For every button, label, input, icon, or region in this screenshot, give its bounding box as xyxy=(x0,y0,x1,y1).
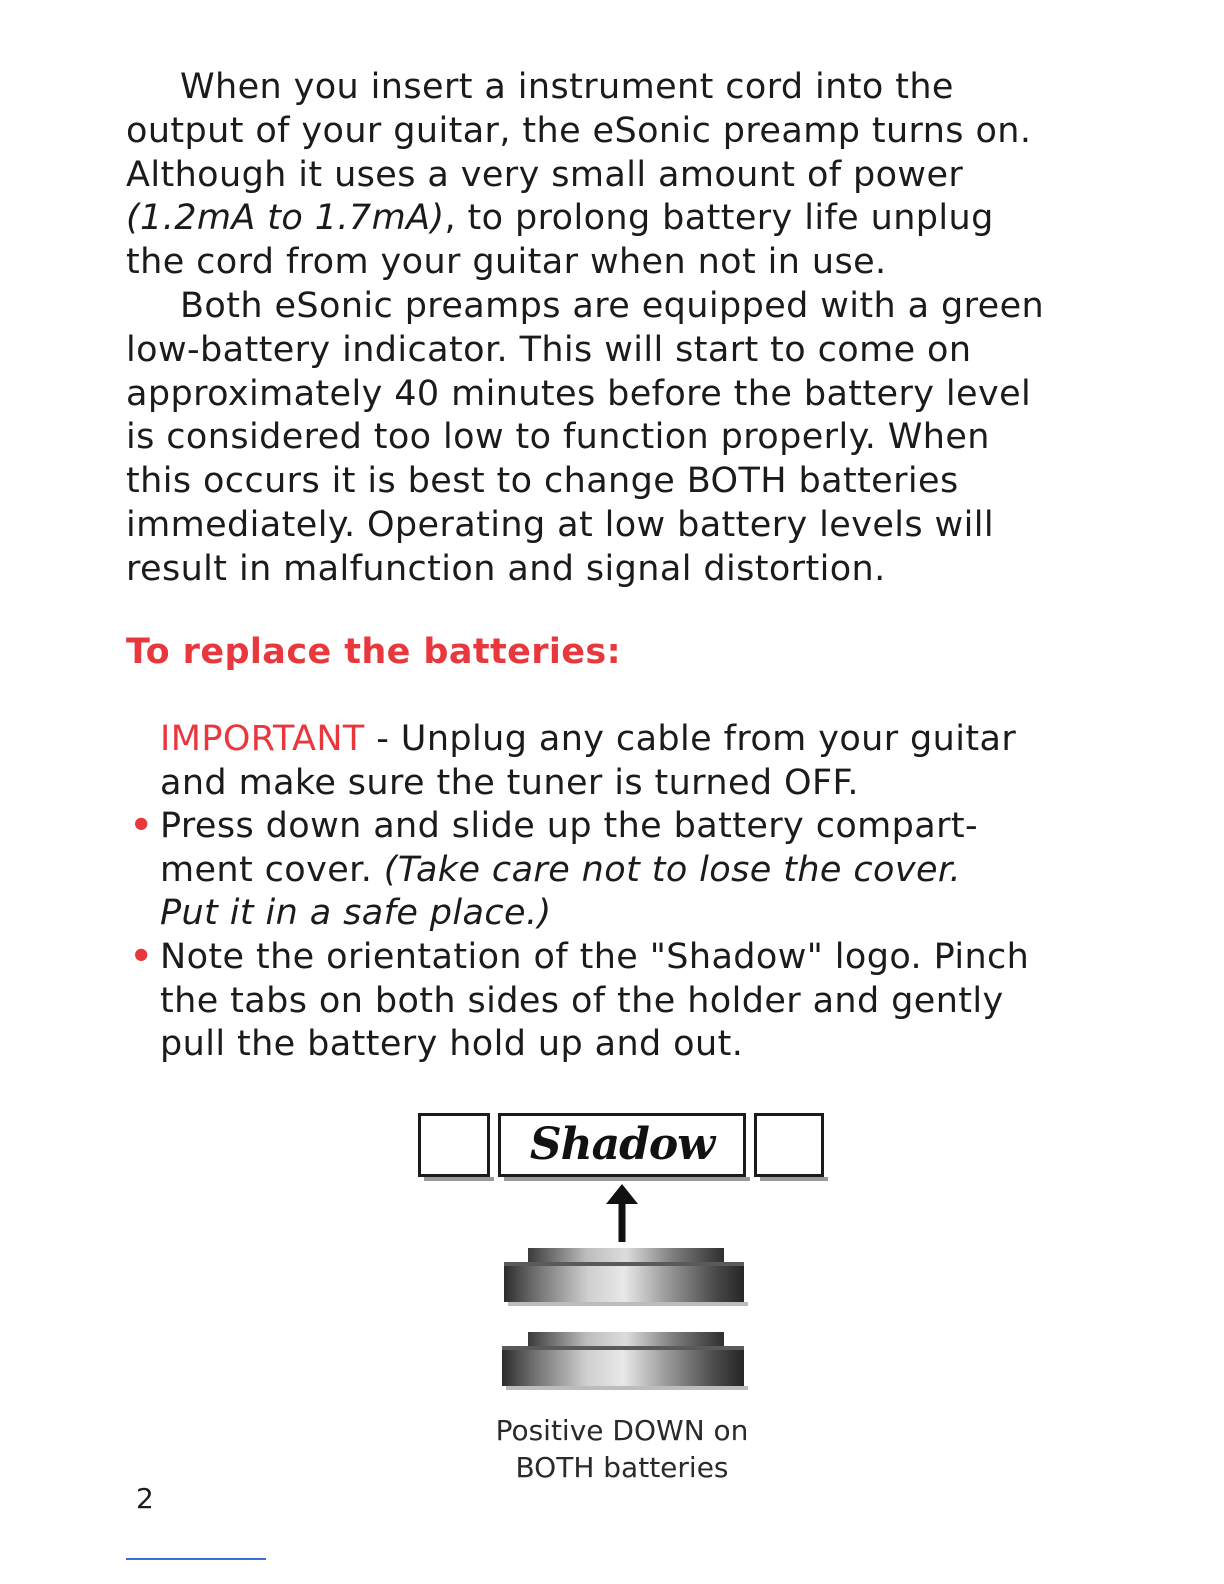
list-item xyxy=(126,805,1126,849)
up-arrow-icon xyxy=(606,1184,638,1242)
list-item-text: Note the orientation of the "Shadow" logo. Pinch xyxy=(160,936,1030,977)
text-line: low-battery indicator. This will start to come on xyxy=(126,329,972,370)
text-line: immediately. Operating at low battery levels will xyxy=(126,504,994,545)
shadow-logo: Shadow xyxy=(529,1119,715,1170)
text-line: approximately 40 minutes before the battery level xyxy=(126,373,1032,414)
text-line: the cord from your guitar when not in use. xyxy=(126,242,887,283)
bullet-icon: • xyxy=(130,936,153,977)
list-item-line xyxy=(126,849,1126,893)
list-item-line: pull the battery hold up and out. xyxy=(160,1024,744,1065)
important-note xyxy=(126,718,1126,762)
caution-note: (Take care not to lose the cover. xyxy=(383,849,961,890)
text-fragment: , to prolong battery life unplug xyxy=(444,198,994,239)
section-heading: To replace the batteries: xyxy=(126,632,622,672)
holder-tab-left xyxy=(418,1113,490,1177)
list-item-line: the tabs on both sides of the holder and gently xyxy=(160,980,1004,1021)
text-line: this occurs it is best to change BOTH batteries xyxy=(126,461,959,502)
battery-icon xyxy=(502,1332,748,1390)
holder-logo-box xyxy=(498,1113,746,1177)
list-item xyxy=(126,936,1126,980)
current-draw-note: (1.2mA to 1.7mA) xyxy=(126,198,445,239)
text-line: When you insert a instrument cord into the xyxy=(180,67,954,107)
caption-line: BOTH batteries xyxy=(515,1451,729,1484)
intro-text xyxy=(126,66,1126,592)
text-line: is considered too low to function properly. When xyxy=(126,417,990,458)
footer-rule xyxy=(126,1558,266,1560)
page-number: 2 xyxy=(136,1482,154,1515)
important-text-line: and make sure the tuner is turned OFF. xyxy=(160,762,859,803)
text-line xyxy=(126,197,1126,241)
text-line: output of your guitar, the eSonic preamp turns on. xyxy=(126,110,1032,151)
text-fragment: ment cover. xyxy=(160,849,384,890)
important-label: IMPORTANT xyxy=(160,719,365,759)
caution-note-line: Put it in a safe place.) xyxy=(160,893,552,934)
bullet-icon: • xyxy=(130,806,153,847)
diagram-caption xyxy=(420,1412,824,1486)
battery-icon xyxy=(504,1248,748,1306)
important-text: - Unplug any cable from your guitar xyxy=(364,719,1017,759)
text-line: Although it uses a very small amount of power xyxy=(126,154,964,195)
holder-tab-right xyxy=(754,1113,824,1177)
text-line: result in malfunction and signal distortion. xyxy=(126,548,886,589)
text-line: Both eSonic preamps are equipped with a green xyxy=(180,285,1045,326)
caption-line: Positive DOWN on xyxy=(495,1414,749,1447)
instruction-list xyxy=(126,718,1126,1067)
list-item-text: Press down and slide up the battery compart- xyxy=(160,806,979,847)
